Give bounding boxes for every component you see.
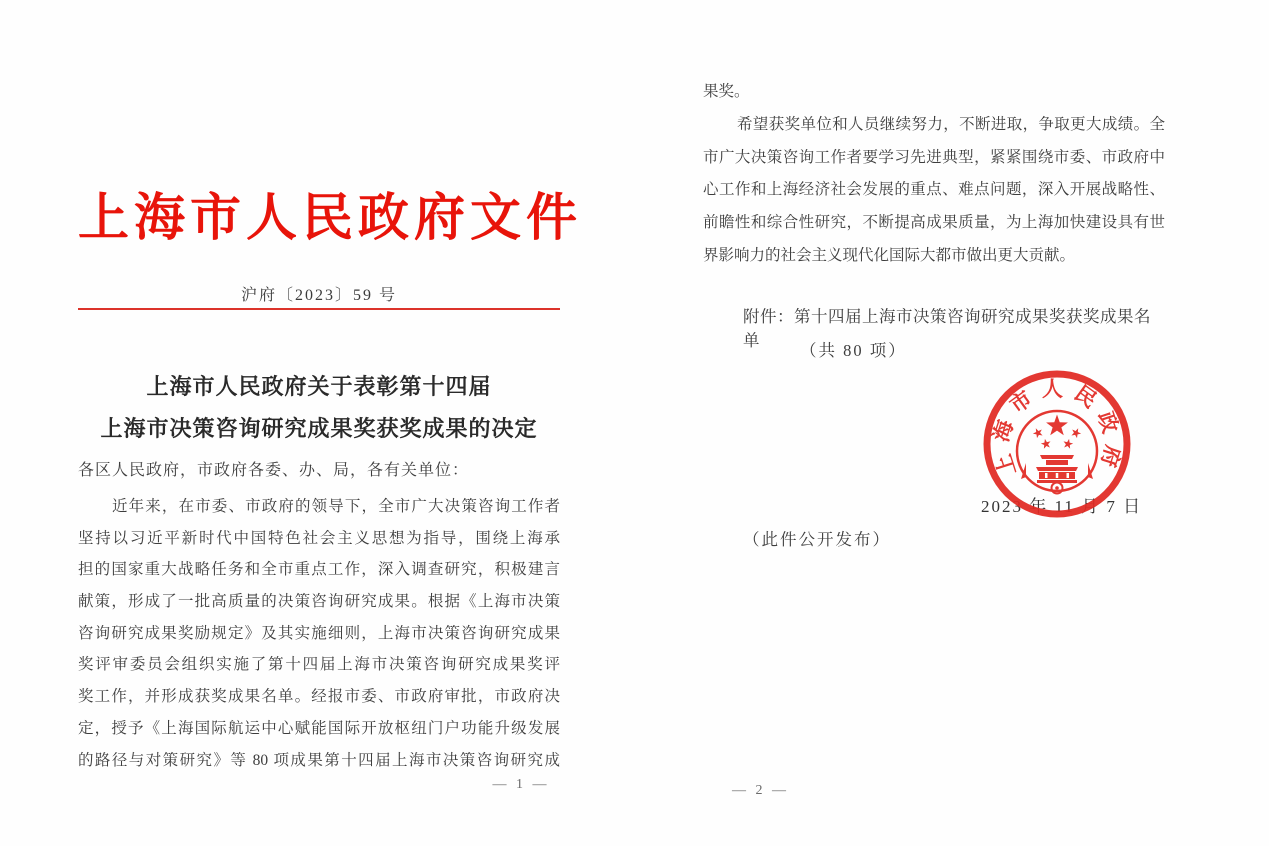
document-date: 2023 年 11 月 7 日 bbox=[981, 497, 1143, 516]
seal-text: 上海市人民政府 bbox=[988, 376, 1126, 479]
body-line: 的路径与对策研究》等 80 项成果第十四届上海市决策咨询研究成 bbox=[78, 751, 560, 769]
body-line: 前瞻性和综合性研究，不断提高成果质量，为上海加快建设具有世 bbox=[703, 214, 1165, 232]
body-line: 献策，形成了一批高质量的决策咨询研究成果。根据《上海市决策 bbox=[78, 593, 560, 611]
decision-title-line2: 上海市决策咨询研究成果奖获奖成果的决定 bbox=[100, 416, 538, 441]
page-number-2: — 2 — bbox=[732, 783, 789, 798]
body-line: 坚持以习近平新时代中国特色社会主义思想为指导，围绕上海承 bbox=[78, 529, 560, 547]
page-1 bbox=[78, 0, 583, 846]
decision-title-line1: 上海市人民政府关于表彰第十四届 bbox=[146, 374, 492, 399]
body-paragraph-2 bbox=[703, 76, 1165, 273]
body-line: 市广大决策咨询工作者要学习先进典型，紧紧围绕市委、市政府中 bbox=[703, 148, 1165, 166]
body-line: 定，授予《上海国际航运中心赋能国际开放枢纽门户功能升级发展 bbox=[78, 719, 560, 737]
national-emblem-icon bbox=[1017, 411, 1097, 494]
body-line: 果奖。 bbox=[703, 83, 750, 100]
document-number: 沪府〔2023〕59 号 bbox=[240, 287, 397, 304]
body-line: 界影响力的社会主义现代化国际大都市做出更大贡献。 bbox=[703, 246, 1076, 264]
official-seal bbox=[980, 367, 1134, 521]
public-release-note: （此件公开发布） bbox=[743, 530, 891, 549]
attachment-line: 附件：第十四届上海市决策咨询研究成果奖获奖成果名单 bbox=[743, 307, 1151, 350]
body-paragraph-1 bbox=[78, 491, 560, 776]
decision-title bbox=[78, 366, 560, 450]
attachment-count: （共 80 项） bbox=[800, 341, 907, 360]
red-divider-line bbox=[78, 308, 560, 310]
body-line: 担的国家重大战略任务和全市重点工作，深入调查研究，积极建言 bbox=[78, 561, 560, 579]
body-line: 咨询研究成果奖励规定》及其实施细则，上海市决策咨询研究成果 bbox=[78, 624, 560, 642]
page-2 bbox=[703, 0, 1165, 846]
body-line: 奖评审委员会组织实施了第十四届上海市决策咨询研究成果奖评 bbox=[78, 656, 560, 674]
body-line: 希望获奖单位和人员继续努力，不断进取，争取更大成绩。全 bbox=[737, 115, 1165, 133]
letterhead-title: 上海市人民政府文件 bbox=[78, 191, 583, 247]
body-line: 心工作和上海经济社会发展的重点、难点问题，深入开展战略性、 bbox=[703, 181, 1165, 199]
body-line: 近年来，在市委、市政府的领导下，全市广大决策咨询工作者 bbox=[112, 498, 560, 515]
page-number-1: — 1 — bbox=[492, 777, 550, 792]
salutation-line: 各区人民政府，市政府各委、办、局，各有关单位： bbox=[78, 462, 470, 479]
body-line: 奖工作，并形成获奖成果名单。经报市委、市政府审批，市政府决 bbox=[78, 688, 560, 706]
